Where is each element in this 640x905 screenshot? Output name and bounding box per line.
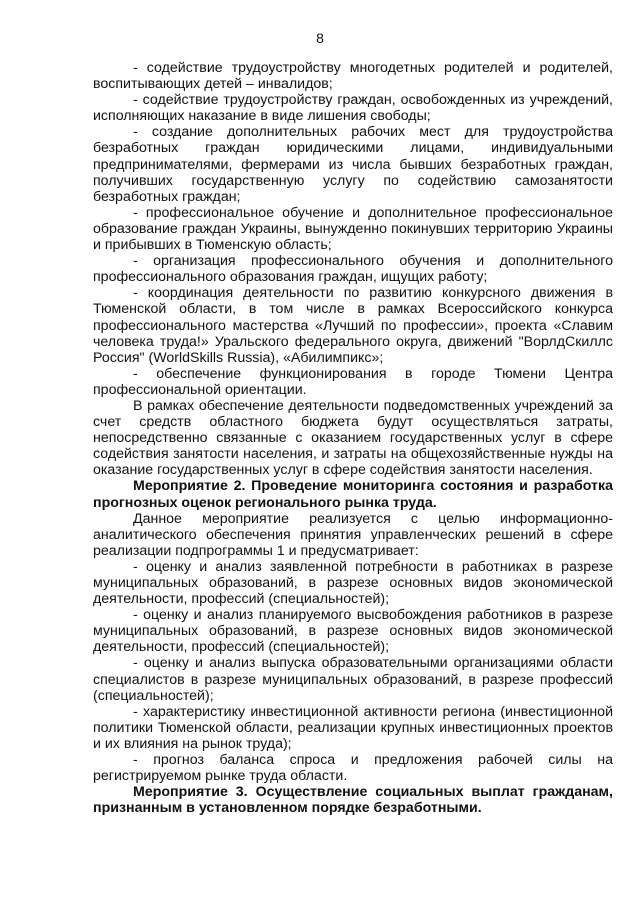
bullet-paragraph: - профессиональное обучение и дополнительное профессиональное образование граждан Украины, вынужденно покинувших территорию Украины и прибывших в Тюменскую область;: [93, 204, 613, 254]
page-number: 8: [316, 30, 324, 46]
bullet-paragraph: - характеристику инвестиционной активности региона (инвестиционной политики Тюменской области, реализации крупных инвестиционных проектов и их влияния на рынок труда);: [93, 703, 613, 752]
bullet-paragraph: - оценку и анализ выпуска образовательными организациями области специалистов в разрезе муниципальных образований, в разрезе профессий (специальностей);: [93, 655, 613, 704]
body-paragraph: В рамках обеспечение деятельности подведомственных учреждений за счет средств областного бюджета будут осуществляться затраты, непосредственно связанные с оказанием государственных услуг в сфере содействия занятости населения, и затраты на общехозяйственные нужды на оказание государственных услуг в сфере содействия занятости населения.: [93, 397, 613, 479]
bullet-paragraph: - содействие трудоустройству многодетных родителей и родителей, воспитывающих детей – инвалидов;: [93, 60, 613, 93]
bullet-paragraph: - координация деятельности по развитию конкурсного движения в Тюменской области, в том числе в рамках Всероссийского конкурса профессионального мастерства «Лучший по профессии», проекта «Славим человека труда!» Уральского федерального округа, движений "ВорлдСкиллс Россия" (WorldSkills Russia), «Абилимпикс»;: [93, 285, 613, 366]
bullet-paragraph: - оценку и анализ заявленной потребности в работниках в разрезе муниципальных образований, в разрезе основных видов экономической деятельности, профессий (специальностей);: [93, 558, 613, 608]
bullet-paragraph: - оценку и анализ планируемого высвобождения работников в разрезе муниципальных образований, в разрезе основных видов экономической деятельности, профессий (специальностей);: [93, 607, 613, 656]
bullet-paragraph: - прогноз баланса спроса и предложения рабочей силы на регистрируемом рынке труда области.: [93, 752, 613, 785]
section-heading-measure-2: Мероприятие 2. Проведение мониторинга состояния и разработка прогнозных оценок регионального рынка труда.: [93, 478, 613, 511]
body-paragraph: Данное мероприятие реализуется с целью информационно-аналитического обеспечения принятия управленческих решений в сфере реализации подпрограммы 1 и предусматривает:: [93, 510, 613, 559]
bullet-paragraph: - обеспечение функционирования в городе Тюмени Центра профессиональной ориентации.: [93, 365, 613, 398]
bullet-paragraph: - организация профессионального обучения и дополнительного профессионального образования граждан, ищущих работу;: [93, 253, 613, 286]
bullet-paragraph: - создание дополнительных рабочих мест для трудоустройства безработных граждан юридическими лицами, индивидуальными предпринимателями, фермерами из числа бывших безработных граждан, получивших государственную услугу по содействию самозанятости безработных граждан;: [93, 124, 613, 205]
bullet-paragraph: - содействие трудоустройству граждан, освобожденных из учреждений, исполняющих наказание в виде лишения свободы;: [93, 92, 613, 125]
section-heading-measure-3: Мероприятие 3. Осуществление социальных выплат гражданам, признанным в установленном порядке безработными.: [93, 784, 613, 817]
document-body: [93, 60, 613, 816]
